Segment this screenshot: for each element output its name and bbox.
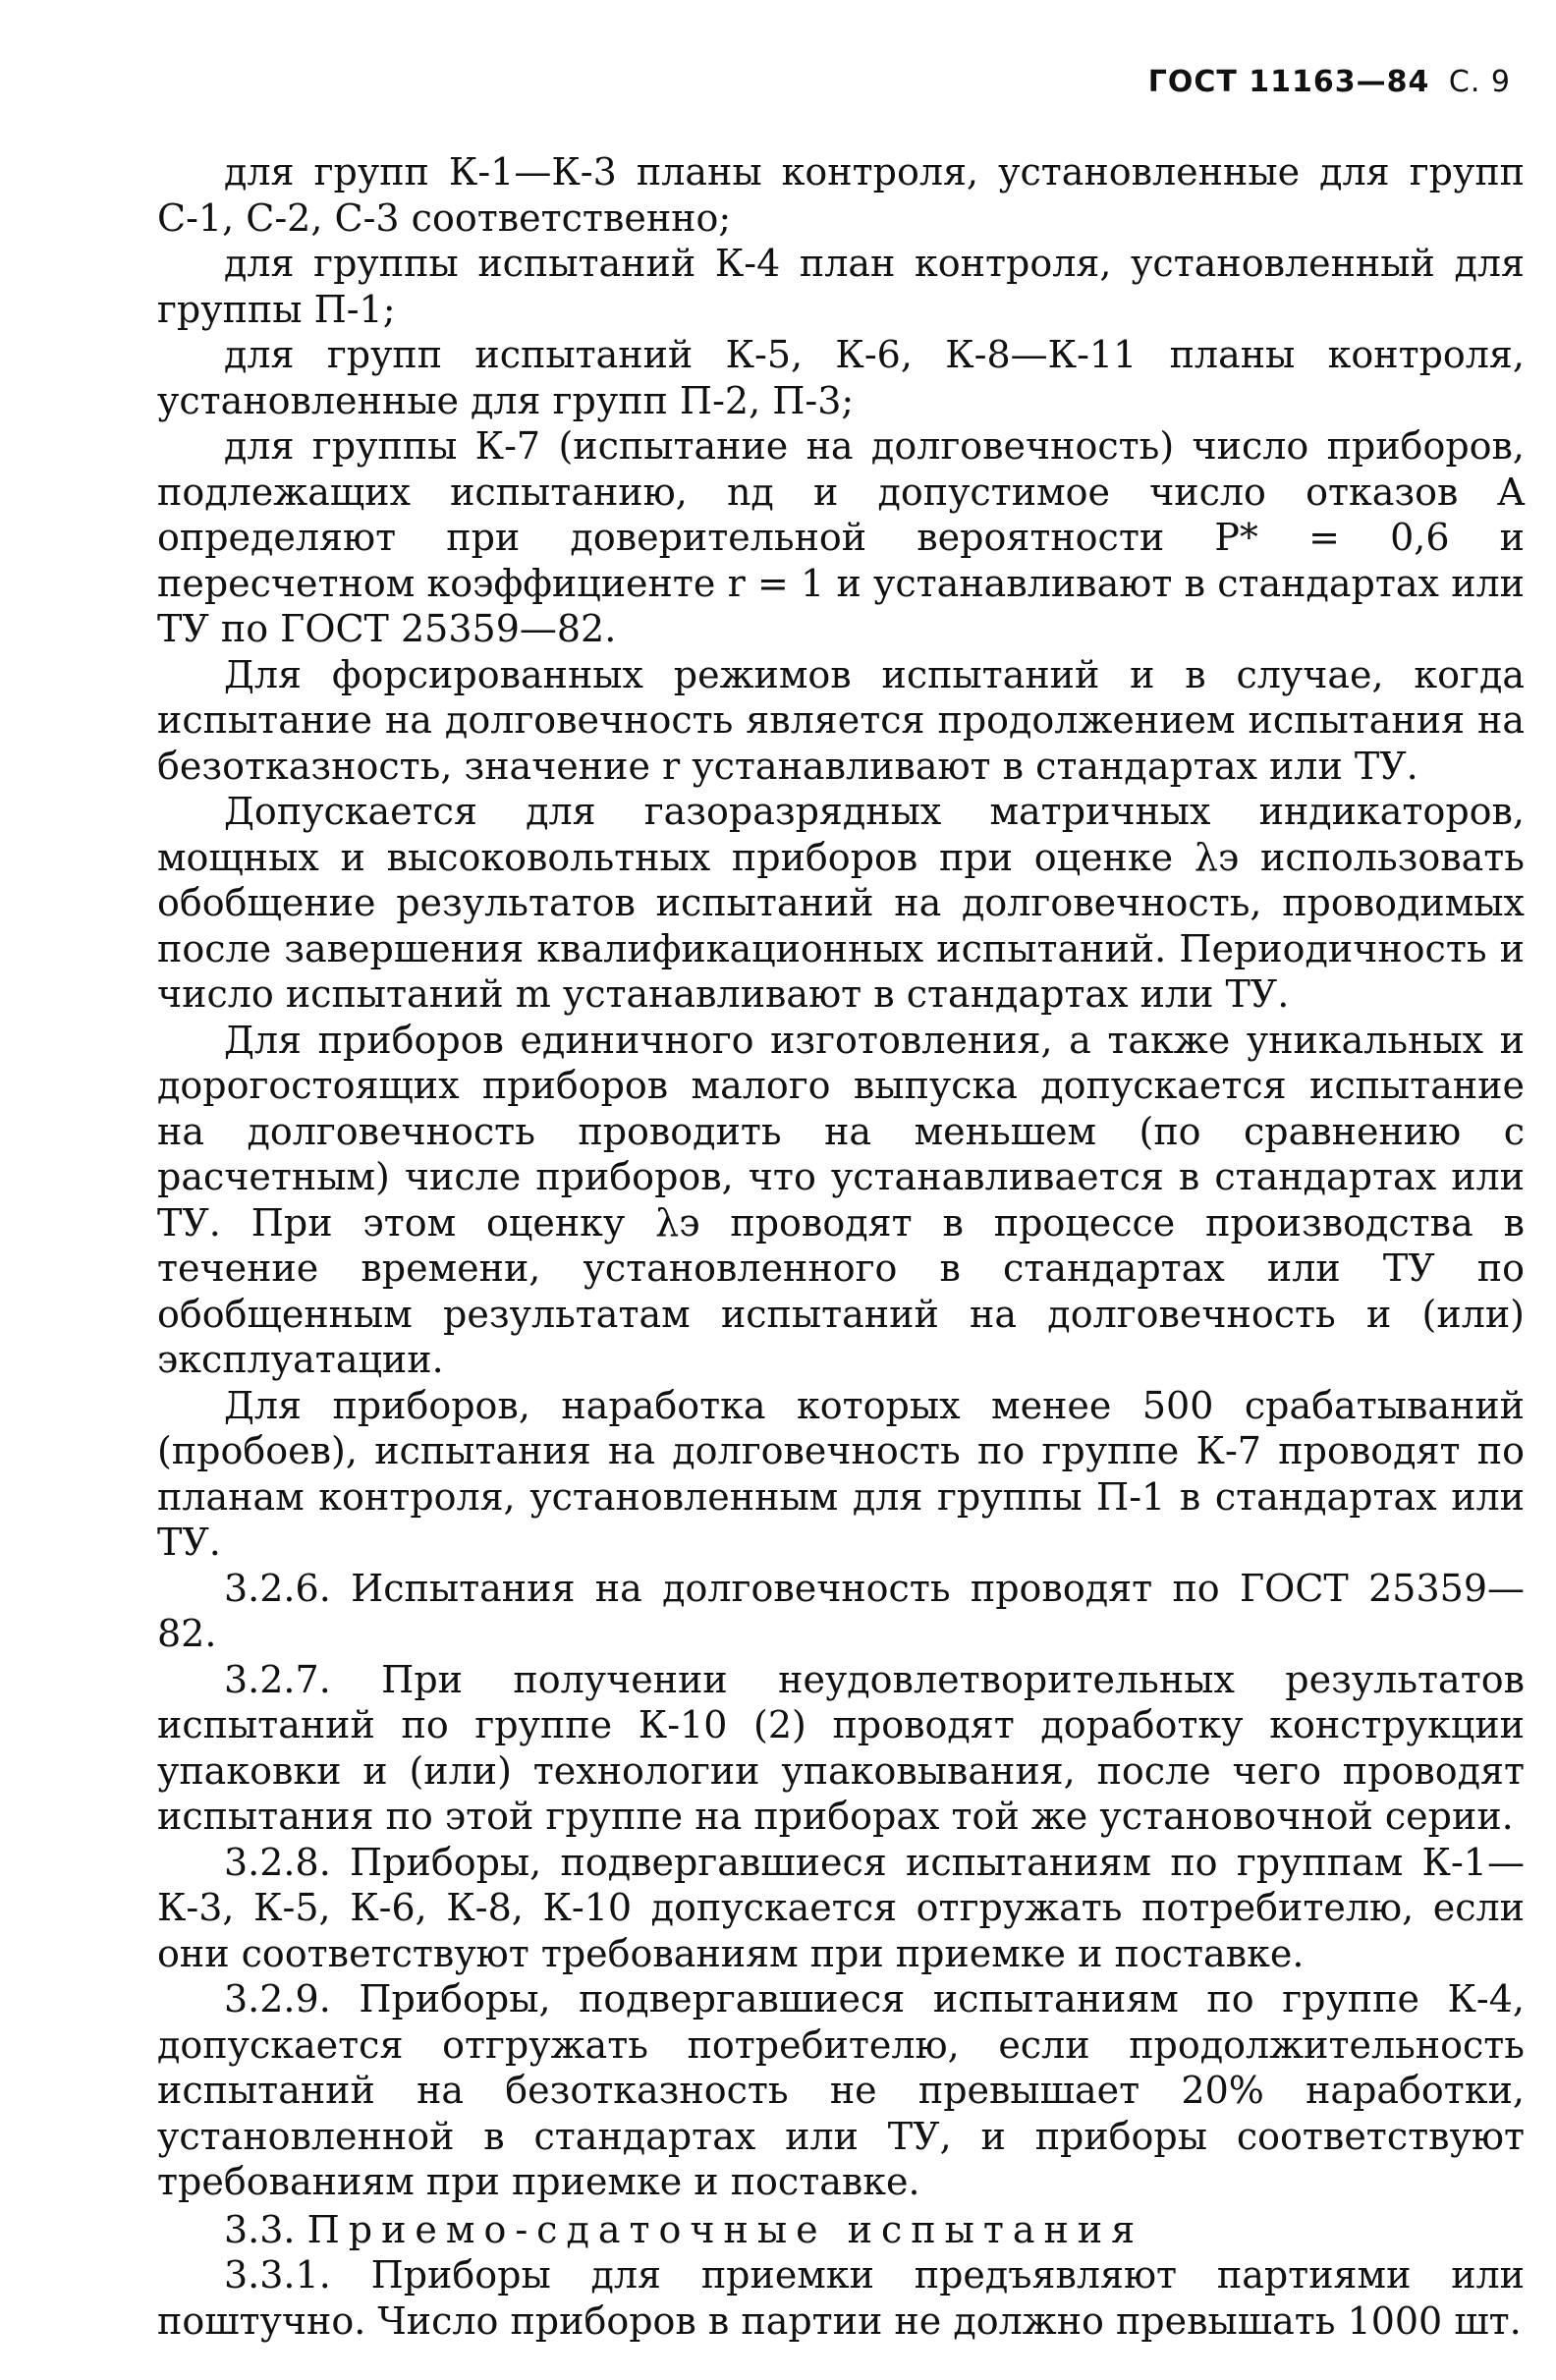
paragraph: для групп испытаний К-5, К-6, К-8—К-11 планы контроля, установленные для групп П-2, П-3; [157,333,1525,422]
paragraph: для группы испытаний К-4 план контроля, установленный для группы П-1; [157,242,1525,331]
section-heading [157,2207,1525,2253]
paragraph: 3.2.8. Приборы, подвергавшиеся испытаниям по группам К-1—К-3, К-5, К-6, К-8, К-10 допускается отгружать потребителю, если они соответствуют требованиям при приемке и поставке. [157,1840,1525,1975]
page-number: С. 9 [1448,65,1511,99]
paragraph: для группы К-7 (испытание на долговечность) число приборов, подлежащих испытанию, nд и допустимое число отказов A определяют при доверительной вероятности P* = 0,6 и пересчетном коэффициенте r = 1 и устанавливают в стандартах или ТУ по ГОСТ 25359—82. [157,424,1525,650]
section-title: Приемо-сдаточные испытания [306,2207,1144,2251]
paragraph: 3.2.7. При получении неудовлетворительных результатов испытаний по группе К-10 (2) проводят доработку конструкции упаковки и (или) технологии упаковывания, после чего проводят испытания по этой группе на приборах той же установочной серии. [157,1657,1525,1838]
paragraph: Для форсированных режимов испытаний и в случае, когда испытание на долговечность является продолжением испытания на безотказность, значение r устанавливают в стандартах или ТУ. [157,652,1525,788]
paragraph: Для приборов, наработка которых менее 500 срабатываний (пробоев), испытания на долговечность по группе К-7 проводят по планам контроля, установленным для группы П-1 в стандартах или ТУ. [157,1383,1525,1564]
document-id: ГОСТ 11163—84 [1147,65,1430,99]
paragraph: 3.2.6. Испытания на долговечность проводят по ГОСТ 25359—82. [157,1566,1525,1655]
paragraph: Для приборов единичного изготовления, а также уникальных и дорогостоящих приборов малого выпуска допускается испытание на долговечность проводить на меньшем (по сравнению с расчетным) числе приборов, что устанавливается в стандартах или ТУ. При этом оценку λэ проводят в процессе производства в течение времени, установленного в стандартах или ТУ по обобщенным результатам испытаний на долговечность и (или) эксплуатации. [157,1018,1525,1381]
paragraph: 3.2.9. Приборы, подвергавшиеся испытаниям по группе К-4, допускается отгружать потребителю, если продолжительность испытаний на безотказность не превышает 20% наработки, установленной в стандартах или ТУ, и приборы соответствуют требованиям при приемке и поставке. [157,1977,1525,2203]
page-header [1148,65,1511,99]
paragraph: 3.3.1. Приборы для приемки предъявляют партиями или поштучно. Число приборов в партии не должно превышать 1000 шт. [157,2253,1525,2343]
section-number: 3.3. [224,2207,296,2251]
paragraph: Допускается для газоразрядных матричных индикаторов, мощных и высоковольтных приборов при оценке λэ использовать обобщение результатов испытаний на долговечность, проводимых после завершения квалификационных испытаний. Периодичность и число испытаний m устанавливают в стандартах или ТУ. [157,790,1525,1016]
paragraph: для групп К-1—К-3 планы контроля, установленные для групп С-1, С-2, С-3 соответственно; [157,150,1525,240]
document-body [157,149,1525,2344]
